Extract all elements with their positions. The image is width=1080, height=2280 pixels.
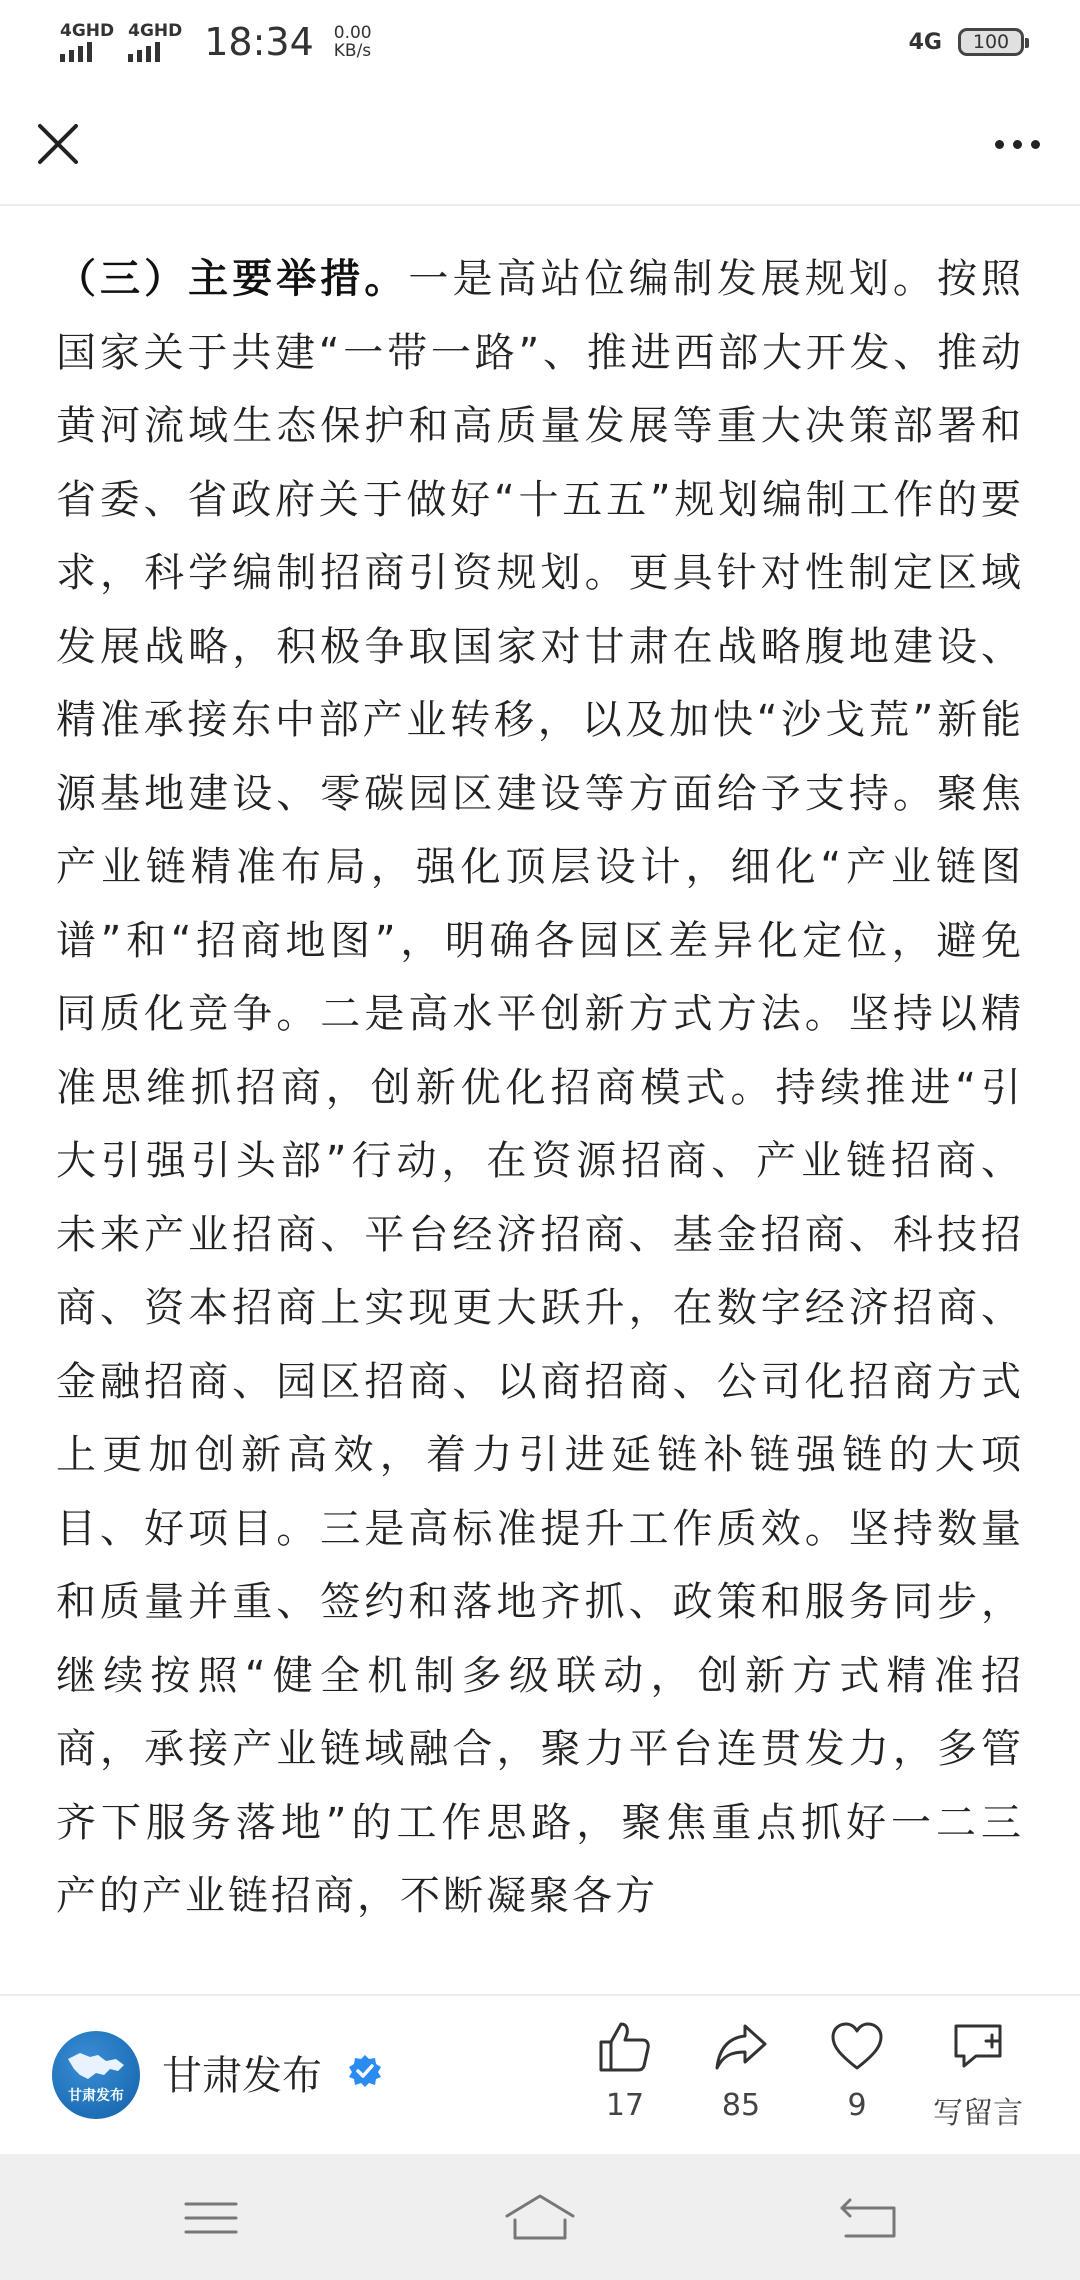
comment-button[interactable] — [918, 2020, 1038, 2132]
avatar[interactable] — [52, 2031, 140, 2119]
like-count: 17 — [605, 2088, 645, 2123]
speed-value: 0.00 — [333, 23, 372, 43]
like-button[interactable] — [570, 2020, 680, 2123]
more-icon — [995, 140, 1004, 149]
bottom-action-bar — [0, 1994, 1080, 2154]
clock: 18:34 — [204, 20, 314, 64]
network-type-2: 4GHD — [128, 20, 183, 41]
status-right — [909, 28, 1024, 56]
speed-unit: KB/s — [333, 41, 372, 61]
menu-button[interactable] — [166, 2188, 256, 2248]
avatar-text: 甘肃发布 — [68, 2088, 124, 2104]
comment-add-icon — [950, 2020, 1006, 2074]
back-button[interactable] — [824, 2188, 914, 2248]
menu-icon — [166, 2188, 256, 2248]
network-type-right: 4G — [908, 29, 942, 55]
signal-indicator-2 — [128, 20, 183, 62]
thumbs-up-icon — [597, 2020, 653, 2074]
status-bar — [0, 0, 1080, 84]
more-button[interactable] — [982, 116, 1052, 172]
close-button[interactable] — [30, 116, 86, 172]
network-speed — [334, 24, 372, 60]
article-body[interactable] — [56, 243, 1024, 1993]
battery-level: 100 — [972, 31, 1010, 53]
heart-icon — [829, 2020, 885, 2074]
account-name[interactable]: 甘肃发布 — [162, 2053, 322, 2099]
system-nav-bar — [0, 2154, 1080, 2280]
verified-badge-icon — [348, 2054, 382, 2088]
home-icon — [495, 2188, 585, 2248]
battery-icon — [958, 28, 1024, 56]
article-text: 一是高站位编制发展规划。按照国家关于共建“一带一路”、推进西部大开发、推动黄河流域生态保护和高质量发展等重大决策部署和省委、省政府关于做好“十五五”规划编制工作的要求，科学编制招商引资规划。更具针对性制定区域发展战略，积极争取国家对甘肃在战略腹地建设、精准承接东中部产业转移，以及加快“沙戈荒”新能源基地建设、零碳园区建设等方面给予支持。聚焦产业链精准布局，强化顶层设计，细化“产业链图谱”和“招商地图”，明确各园区差异化定位，避免同质化竞争。二是高水平创新方式方法。坚持以精准思维抓招商，创新优化招商模式。持续推进“引大引强引头部”行动，在资源招商、产业链招商、未来产业招商、平台经济招商、基金招商、科技招商、资本招商上实现更大跃升，在数字经济招商、金融招商、园区招商、以商招商、公司化招商方式上更加创新高效，着力引进延链补链强链的大项目、好项目。三是高标准提升工作质效。坚持数量和质量并重、签约和落地齐抓、政策和服务同步，继续按照“健全机制多级联动，创新方式精准招商，承接产业链域融合，聚力平台连贯发力，多管齐下服务落地”的工作思路，聚焦重点抓好一二三产的产业链招商，不断凝聚各方 — [56, 256, 1024, 1919]
gansu-map-icon — [66, 2049, 126, 2085]
comment-label: 写留言 — [933, 2096, 1023, 2131]
back-icon — [824, 2188, 914, 2248]
home-button[interactable] — [495, 2188, 585, 2248]
article-paragraph — [56, 243, 1024, 1934]
network-type-1: 4GHD — [60, 20, 115, 41]
share-count: 85 — [721, 2088, 761, 2123]
favorite-count: 9 — [847, 2088, 867, 2123]
close-icon — [30, 116, 86, 172]
signal-bars-icon — [128, 42, 160, 62]
share-icon — [713, 2020, 769, 2074]
top-bar — [0, 84, 1080, 206]
status-left — [60, 20, 372, 64]
signal-bars-icon — [60, 42, 92, 62]
signal-indicator-1 — [60, 20, 115, 62]
share-button[interactable] — [686, 2020, 796, 2123]
favorite-button[interactable] — [802, 2020, 912, 2123]
article-lead: （三）主要举措。 — [56, 256, 409, 302]
